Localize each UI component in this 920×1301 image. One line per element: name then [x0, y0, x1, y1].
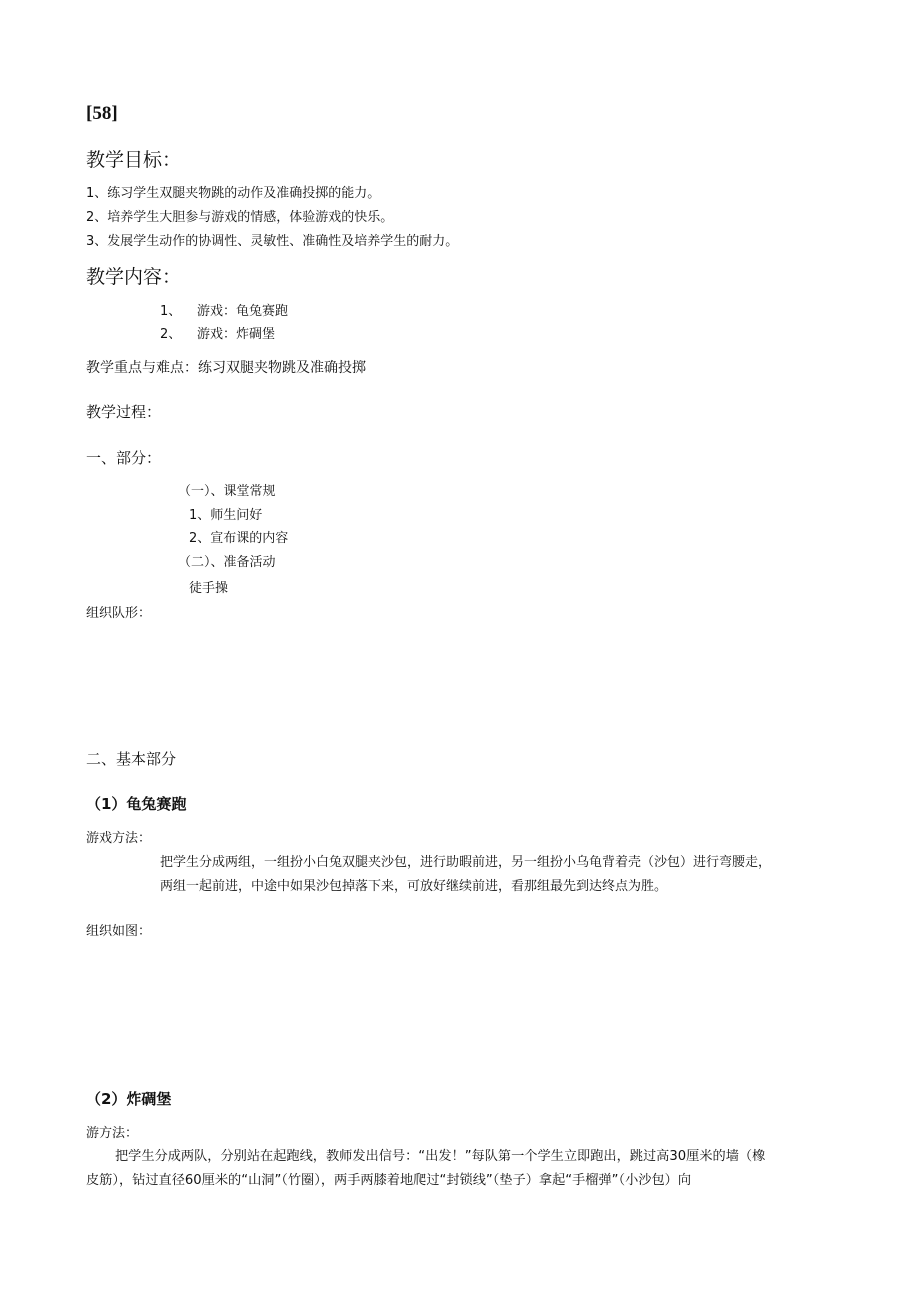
- objectives-heading: 教学目标：: [86, 149, 182, 171]
- lesson-number: [58]: [86, 103, 118, 124]
- game1-method-line-2: 两组一起前进，中途中如果沙包掉落下来，可放好继续前进，看那组最先到达终点为胜。: [160, 879, 668, 894]
- key-points: 教学重点与难点：练习双腿夹物跳及准确投掷: [86, 360, 366, 376]
- game1-org-label: 组织如图：: [86, 924, 152, 939]
- content-item-1: [160, 305, 288, 318]
- process-heading: 教学过程：: [86, 403, 162, 421]
- content-heading: 教学内容：: [86, 266, 182, 288]
- game1-method-line-1: 把学生分成两组，一组扮小白兔双腿夹沙包，进行助暇前进，另一组扮小乌龟背着壳（沙包）进行弯腰走，: [160, 855, 772, 870]
- objective-item-2: 2、培养学生大胆参与游戏的情感，体验游戏的快乐。: [86, 210, 394, 225]
- game2-title: （2）炸碉堡: [86, 1090, 172, 1108]
- part-one-item-4: （二）、准备活动: [178, 555, 276, 570]
- game2-method-label: 游方法：: [86, 1126, 139, 1141]
- game1-method-label: 游戏方法：: [86, 831, 152, 846]
- game1-title: （1）龟兔赛跑: [86, 795, 187, 813]
- part-one-item-5: 徒手操: [189, 581, 229, 596]
- content-item-text: 游戏：炸碉堡: [197, 327, 276, 342]
- part-one-heading: 一、部分：: [86, 449, 162, 467]
- objective-item-3: 3、发展学生动作的协调性、灵敏性、准确性及培养学生的耐力。: [86, 234, 459, 249]
- content-item-number: 2、: [160, 327, 182, 342]
- part-two-heading: 二、基本部分: [86, 750, 177, 768]
- content-item-text: 游戏：龟兔赛跑: [197, 304, 289, 319]
- objective-item-1: 1、练习学生双腿夹物跳的动作及准确投掷的能力。: [86, 186, 381, 201]
- part-one-item-2: 1、师生问好: [189, 508, 263, 523]
- game2-method-line-1: 把学生分成两队，分别站在起跑线，教师发出信号：“出发！”每队第一个学生立即跑出，跳过高30厘米的墙（橡: [115, 1149, 766, 1164]
- part-one-item-3: 2、宣布课的内容: [189, 531, 289, 546]
- part-one-item-1: （一）、课堂常规: [178, 484, 276, 499]
- formation-label: 组织队形：: [86, 606, 152, 621]
- content-item-number: 1、: [160, 304, 182, 319]
- game2-method-line-2: 皮筋），钻过直径60厘米的“山洞”（竹圈），两手两膝着地爬过“封锁线”（垫子）拿起“手榴弹”（小沙包）向: [86, 1173, 692, 1188]
- content-item-2: [160, 328, 275, 341]
